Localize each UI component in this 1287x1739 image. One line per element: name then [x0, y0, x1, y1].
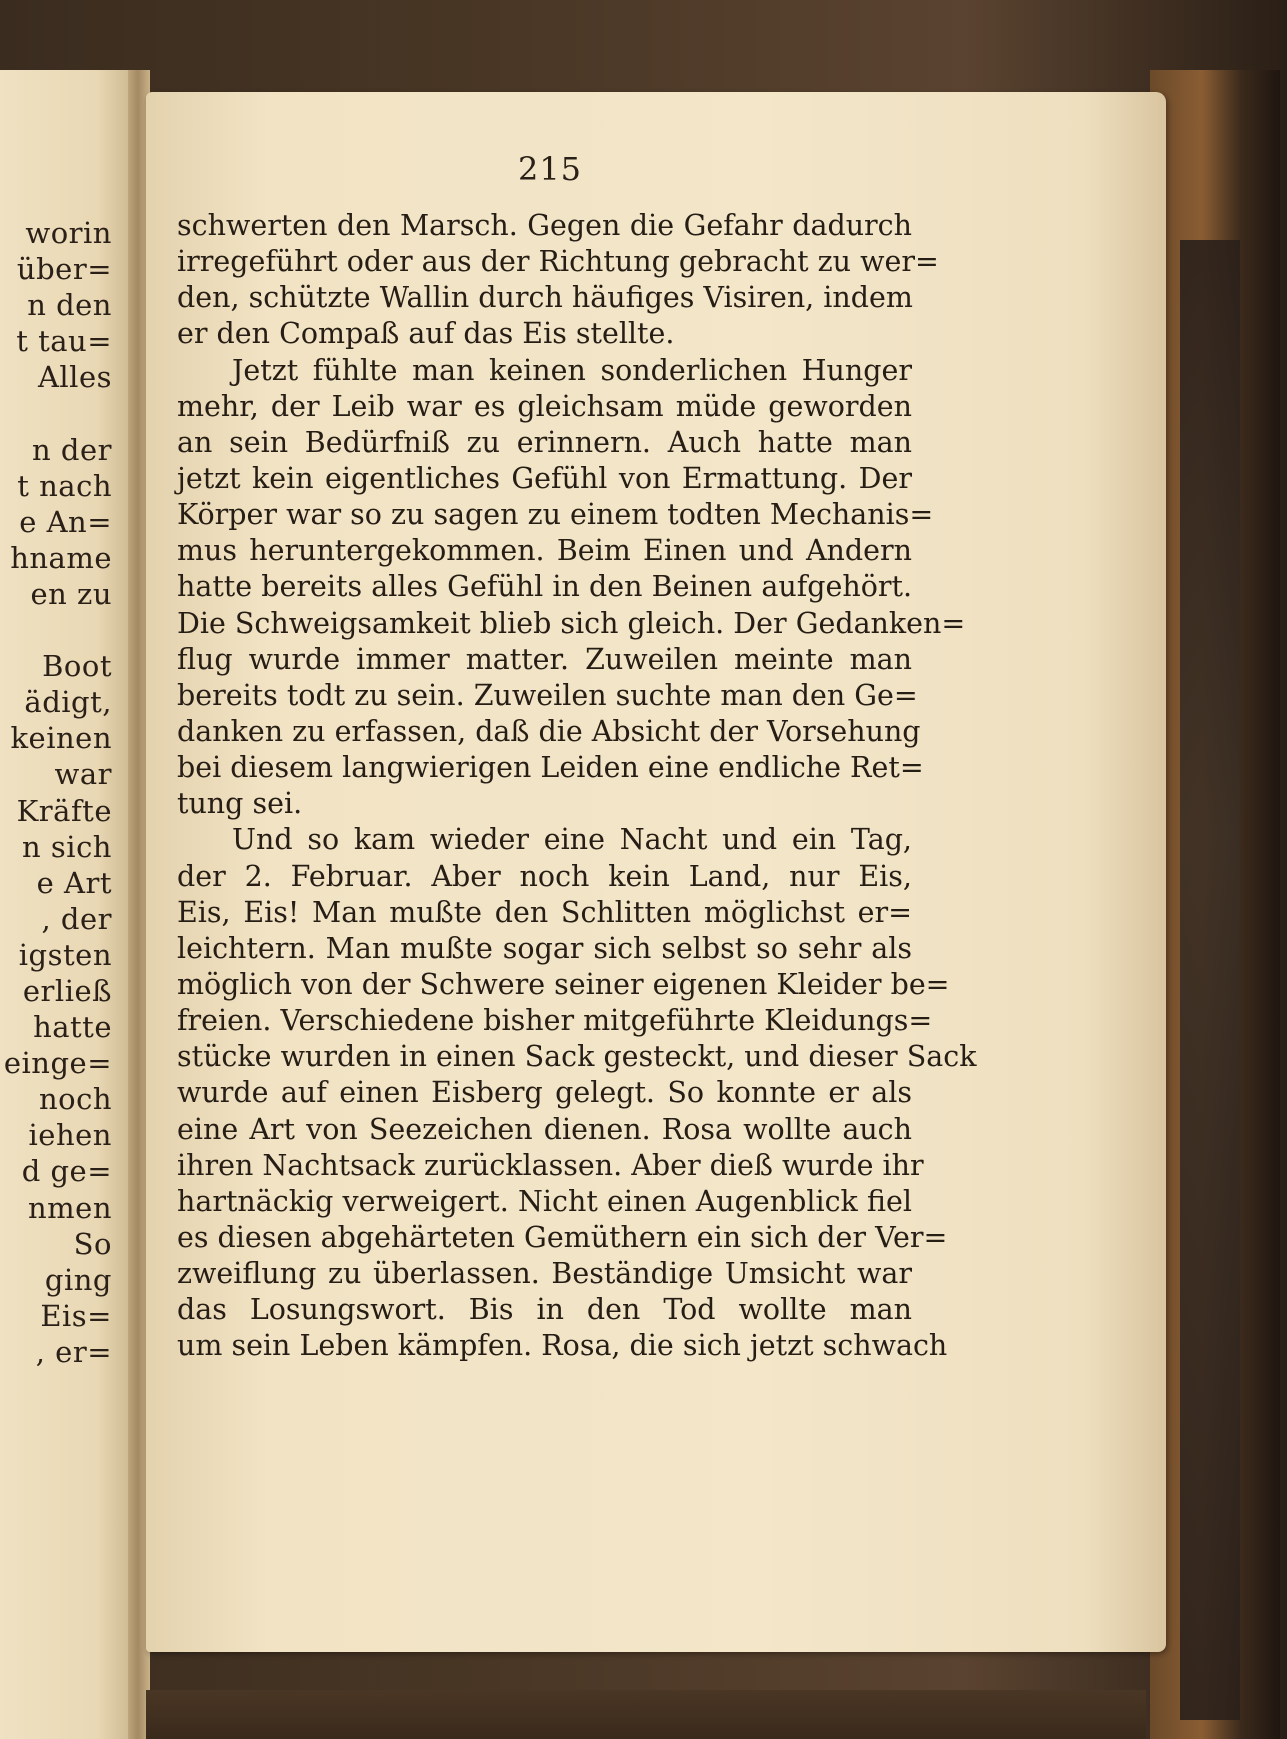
book-bottom-edge [146, 1690, 1146, 1739]
left-line: Alles [37, 360, 112, 395]
left-line: war [54, 757, 112, 792]
text-line: flug wurde immer matter. Zuweilen meinte man [177, 642, 912, 676]
left-line: ädigt, [24, 685, 112, 720]
text-line: mus heruntergekommen. Beim Einen und Andern [177, 534, 912, 568]
text-line: Jetzt fühlte man keinen sonderlichen Hunger [232, 353, 912, 387]
text-line: um sein Leben kämpfen. Rosa, die sich jetzt schwach [177, 1329, 948, 1363]
text-line: den, schützte Wallin durch häufiges Visiren, indem [177, 281, 913, 315]
left-line: , er= [35, 1334, 112, 1369]
left-line: , der [41, 901, 112, 936]
text-line: er den Compaß auf das Eis stellte. [177, 317, 675, 351]
text-line: es diesen abgehärteten Gemüthern ein sich der Ver= [177, 1220, 948, 1254]
left-line: n den [27, 288, 112, 323]
left-page-text [0, 215, 112, 1370]
page-number: 215 [517, 150, 583, 188]
text-line: an sein Bedürfniß zu erinnern. Auch hatte man [177, 425, 912, 459]
text-line: hartnäckig verweigert. Nicht einen Augenblick fiel [177, 1184, 912, 1218]
left-line: nmen [27, 1190, 112, 1225]
text-line: danken zu erfassen, daß die Absicht der Vorsehung [177, 714, 921, 748]
text-line: Und so kam wieder eine Nacht und ein Tag, [232, 823, 912, 857]
text-line: schwerten den Marsch. Gegen die Gefahr dadurch [177, 209, 912, 242]
text-line: stücke wurden in einen Sack gesteckt, und dieser Sack [177, 1040, 977, 1074]
text-line: bei diesem langwierigen Leiden eine endliche Ret= [177, 751, 924, 785]
text-line: hatte bereits alles Gefühl in den Beinen aufgehört. [177, 570, 912, 604]
text-line: Die Schweigsamkeit blieb sich gleich. Der Gedanken= [177, 606, 966, 640]
left-line [0, 612, 112, 648]
text-line: ihren Nachtsack zurücklassen. Aber dieß wurde ihr [177, 1148, 924, 1182]
left-line: Boot [42, 649, 112, 684]
left-line: n der [32, 432, 112, 467]
book-cover-edge [1180, 240, 1240, 1720]
text-line: der 2. Februar. Aber noch kein Land, nur Eis, [177, 859, 912, 893]
text-line: freien. Verschiedene bisher mitgeführte Kleidungs= [177, 1004, 933, 1038]
right-page-body-text [177, 208, 977, 1365]
left-line: Eis= [40, 1298, 112, 1333]
left-line: keinen [10, 721, 112, 756]
left-line: d ge= [21, 1154, 112, 1189]
left-line: noch [38, 1082, 112, 1117]
left-line: t nach [17, 468, 112, 503]
left-line: e An= [19, 504, 112, 539]
text-line: das Losungswort. Bis in den Tod wollte man [177, 1293, 912, 1327]
left-line: n sich [22, 829, 112, 864]
left-line: hatte [33, 1010, 112, 1045]
text-line: tung sei. [177, 787, 303, 821]
text-line: bereits todt zu sein. Zuweilen suchte man den Ge= [177, 678, 918, 712]
text-line: leichtern. Man mußte sogar sich selbst so sehr als [177, 931, 912, 965]
left-line: ging [44, 1262, 112, 1297]
left-line: igsten [18, 937, 112, 972]
left-line [0, 395, 112, 431]
text-line: möglich von der Schwere seiner eigenen Kleider be= [177, 967, 950, 1001]
left-line: iehen [28, 1118, 112, 1153]
text-line: mehr, der Leib war es gleichsam müde geworden [177, 389, 912, 423]
left-line: über= [16, 252, 112, 287]
left-line: hname [10, 540, 112, 575]
text-line: zweiflung zu überlassen. Beständige Umsicht war [177, 1257, 912, 1291]
text-line: Eis, Eis! Man mußte den Schlitten möglichst er= [177, 895, 912, 929]
left-line: e Art [36, 865, 112, 900]
text-line: Körper war so zu sagen zu einem todten Mechanis= [177, 498, 934, 532]
left-line: t tau= [16, 324, 112, 359]
left-line: Kräfte [16, 793, 112, 828]
left-line: worin [25, 216, 112, 250]
left-line: erließ [22, 973, 112, 1008]
text-line: wurde auf einen Eisberg gelegt. So konnte er als [177, 1076, 912, 1110]
text-line: irregeführt oder aus der Richtung gebracht zu wer= [177, 245, 939, 279]
text-line: jetzt kein eigentliches Gefühl von Ermattung. Der [177, 461, 912, 495]
text-line: eine Art von Seezeichen dienen. Rosa wollte auch [177, 1112, 912, 1146]
left-line: en zu [30, 576, 112, 611]
left-line: einge= [3, 1046, 112, 1081]
left-line: So [73, 1226, 112, 1261]
